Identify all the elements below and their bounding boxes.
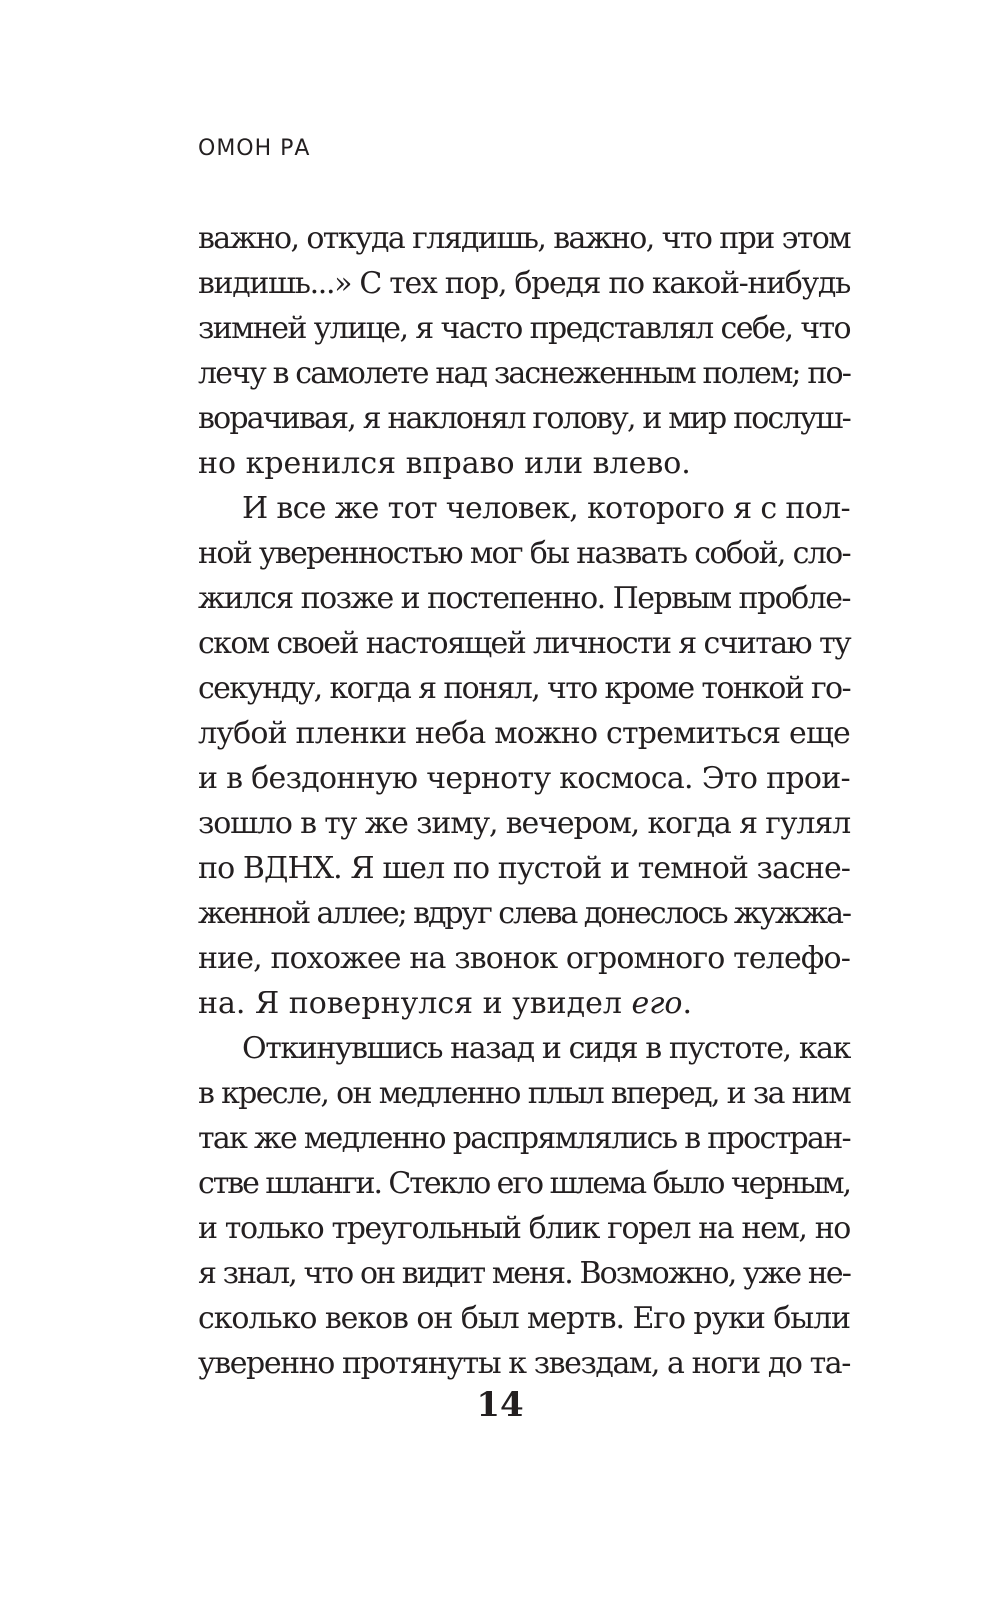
text-line: и в бездонную черноту космоса. Это прои- <box>198 761 850 796</box>
text-line: так же медленно распрямлялись в простран- <box>198 1121 850 1156</box>
text-line: стве шланги. Стекло его шлема было черным, <box>198 1166 850 1201</box>
text-line: лечу в самолете над заснеженным полем; по- <box>198 356 850 391</box>
body-text <box>198 216 850 1386</box>
text-line: зимней улице, я часто представлял себе, что <box>198 311 850 346</box>
text-line: ском своей настоящей личности я считаю ту <box>198 626 850 661</box>
text-line: ние, похожее на звонок огромного телефо- <box>198 941 850 976</box>
text-line: уверенно протянуты к звездам, а ноги до та- <box>198 1346 850 1381</box>
text-line: Откинувшись назад и сидя в пустоте, как <box>242 1031 850 1066</box>
text-line-last <box>198 981 850 1026</box>
text-fragment: на. Я повернулся и увидел <box>198 986 622 1021</box>
italic-word: его <box>631 986 683 1021</box>
text-line: но кренился вправо или влево. <box>198 446 691 481</box>
text-line: важно, откуда глядишь, важно, что при этом <box>198 221 850 256</box>
text-line: зошло в ту же зиму, вечером, когда я гулял <box>198 806 850 841</box>
running-head: ОМОН РА <box>198 136 311 161</box>
text-line: секунду, когда я понял, что кроме тонкой го- <box>198 671 850 706</box>
text-line: по ВДНХ. Я шел по пустой и темной засне- <box>198 851 851 886</box>
sentence-end: . <box>682 986 693 1021</box>
text-line: и только треугольный блик горел на нем, но <box>198 1211 850 1246</box>
text-line: жился позже и постепенно. Первым пробле- <box>198 581 850 616</box>
text-line: сколько веков он был мертв. Его руки были <box>198 1301 850 1336</box>
text-line: ворачивая, я наклонял голову, и мир послуш- <box>198 401 851 436</box>
text-line: видишь...» С тех пор, бредя по какой-нибудь <box>198 266 850 301</box>
page-number: 14 <box>476 1385 524 1425</box>
text-line: в кресле, он медленно плыл вперед, и за ним <box>198 1076 850 1111</box>
text-line: И все же тот человек, которого я с пол- <box>242 491 850 526</box>
text-line: женной аллее; вдруг слева донеслось жужжа- <box>198 896 850 931</box>
text-line: лубой пленки неба можно стремиться еще <box>198 716 850 751</box>
text-line: ной уверенностью мог бы назвать собой, сло- <box>198 536 850 571</box>
text-line: я знал, что он видит меня. Возможно, уже не- <box>198 1256 850 1291</box>
